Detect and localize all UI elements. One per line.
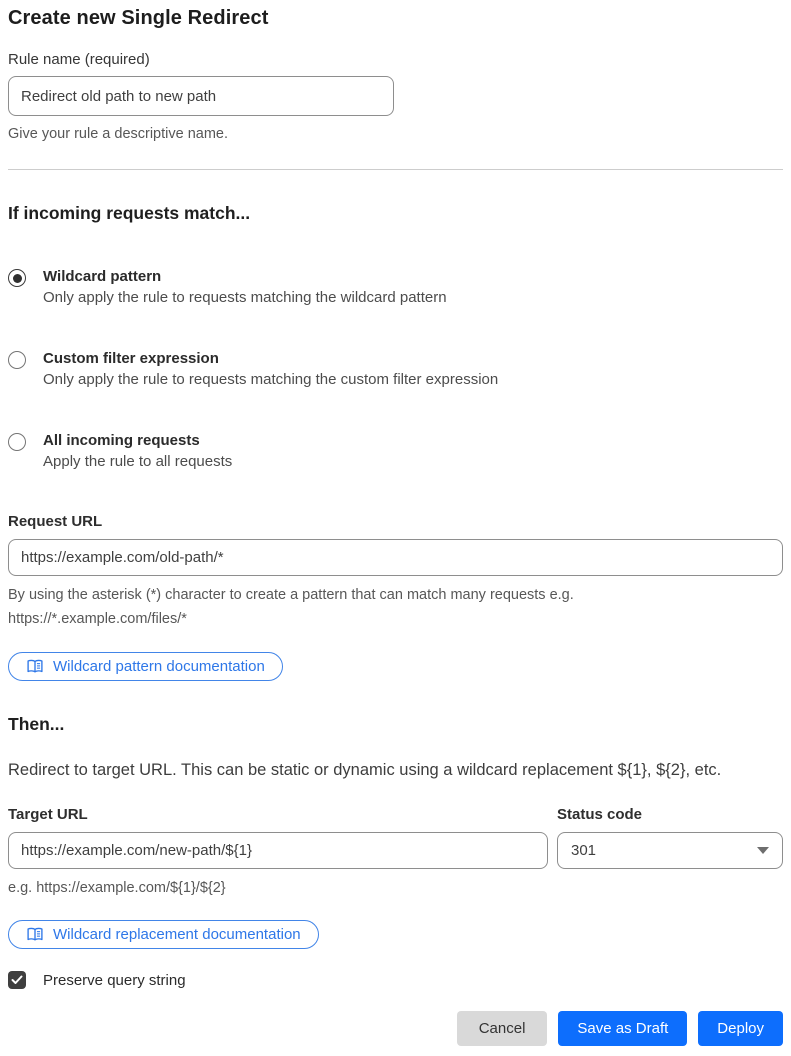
save-as-draft-button[interactable]: Save as Draft — [558, 1011, 687, 1046]
doc-button-label: Wildcard replacement documentation — [53, 926, 301, 943]
radio-description: Only apply the rule to requests matching the wildcard pattern — [43, 289, 447, 306]
radio-button[interactable] — [8, 433, 26, 451]
radio-option-custom-filter[interactable] — [8, 350, 783, 388]
target-row — [8, 806, 783, 900]
target-url-label: Target URL — [8, 806, 88, 823]
request-url-input[interactable] — [8, 539, 783, 576]
preserve-query-label: Preserve query string — [43, 971, 186, 989]
then-section-heading: Then... — [8, 714, 65, 734]
request-url-label: Request URL — [8, 513, 103, 530]
request-url-hint-line2: https://*.example.com/files/* — [8, 611, 187, 627]
radio-label: All incoming requests — [43, 432, 200, 449]
doc-button-label: Wildcard pattern documentation — [53, 658, 265, 675]
preserve-query-row[interactable] — [8, 971, 783, 989]
request-url-hint-line1: By using the asterisk (*) character to create a pattern that can match many requests e.g. — [8, 587, 574, 603]
request-url-hint — [8, 583, 783, 631]
radio-description: Only apply the rule to requests matching the custom filter expression — [43, 371, 499, 388]
page-title: Create new Single Redirect — [8, 7, 269, 29]
radio-button[interactable] — [8, 351, 26, 369]
book-icon — [26, 659, 44, 674]
chevron-down-icon — [757, 847, 769, 854]
radio-label: Custom filter expression — [43, 350, 219, 367]
section-divider — [8, 169, 783, 170]
target-url-hint: e.g. https://example.com/${1}/${2} — [8, 880, 226, 896]
rule-name-hint: Give your rule a descriptive name. — [8, 126, 229, 142]
radio-button-selected[interactable] — [8, 269, 26, 287]
rule-name-label: Rule name (required) — [8, 51, 150, 68]
then-intro-text: Redirect to target URL. This can be static or dynamic using a wildcard replacement ${1}, ${2}, etc. — [8, 761, 722, 779]
footer-actions — [8, 1011, 783, 1046]
rule-name-input[interactable] — [8, 76, 394, 116]
status-code-value: 301 — [571, 842, 597, 859]
wildcard-replacement-docs-button[interactable] — [8, 920, 319, 949]
cancel-button[interactable]: Cancel — [457, 1011, 548, 1046]
book-icon — [26, 927, 44, 942]
radio-label: Wildcard pattern — [43, 268, 162, 285]
deploy-button[interactable]: Deploy — [698, 1011, 783, 1046]
target-url-input[interactable] — [8, 832, 548, 869]
status-code-label: Status code — [557, 806, 643, 823]
radio-option-wildcard-pattern[interactable] — [8, 268, 783, 306]
status-code-select[interactable] — [557, 832, 783, 869]
wildcard-pattern-docs-button[interactable] — [8, 652, 283, 681]
radio-description: Apply the rule to all requests — [43, 453, 233, 470]
preserve-query-checkbox-checked[interactable] — [8, 971, 26, 989]
radio-option-all-requests[interactable] — [8, 432, 783, 470]
match-section-heading: If incoming requests match... — [8, 203, 251, 223]
